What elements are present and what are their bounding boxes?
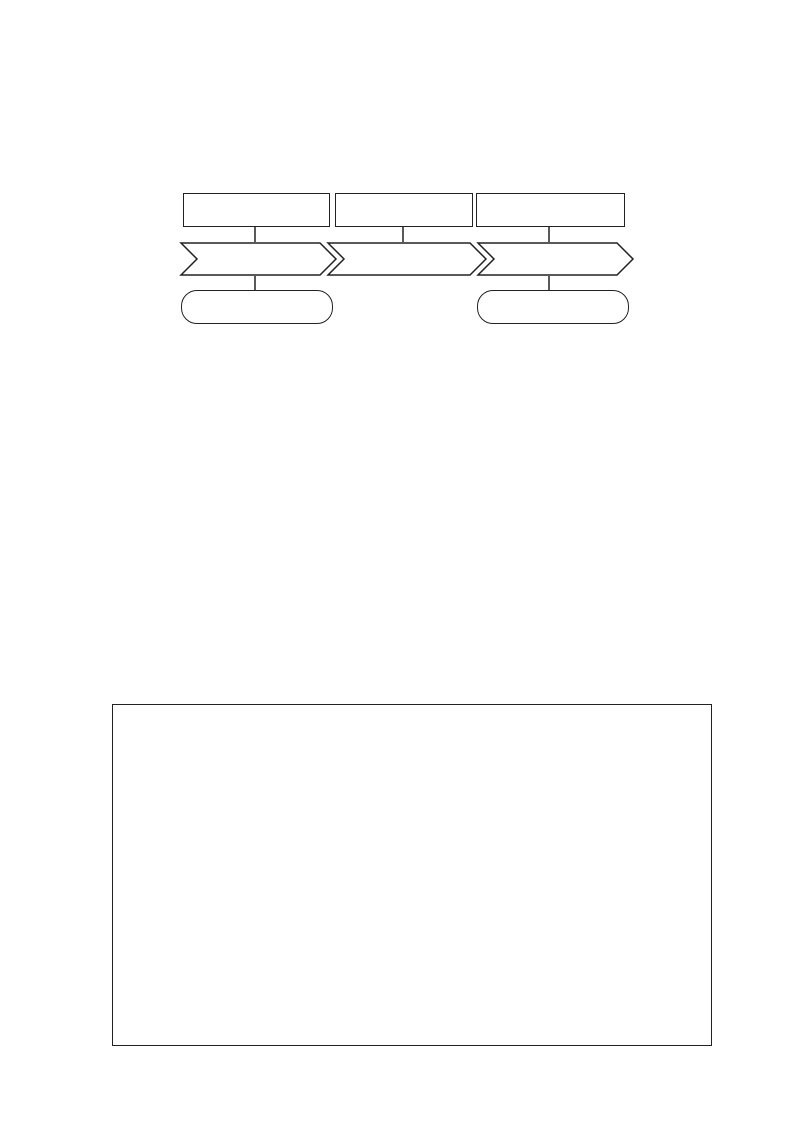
flow-connectors <box>0 0 800 340</box>
arrow-stage-1 <box>181 243 336 275</box>
flow-blank-2[interactable] <box>477 290 629 324</box>
arrow-stage-2 <box>328 243 486 275</box>
flow-bottom-box-1 <box>181 290 333 324</box>
materials-folder <box>112 704 712 1046</box>
arrow-stage-3 <box>478 243 633 275</box>
